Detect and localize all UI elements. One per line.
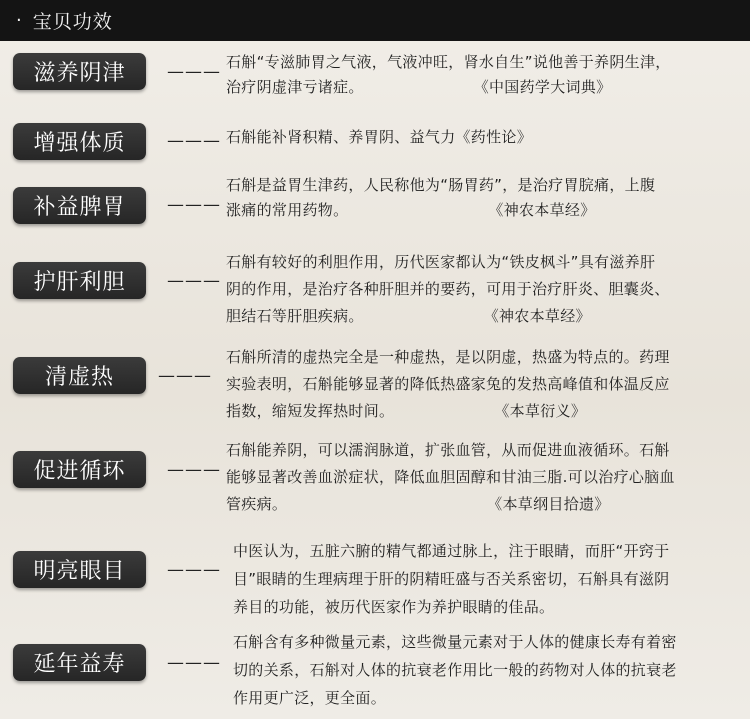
- description-line: 目”眼睛的生理病理于肝的阴精旺盛与否关系密切，石斛具有滋阴: [233, 570, 670, 588]
- description-line: 石斛能养阴，可以濡润脉道，扩张血管，从而促进血液循环。石斛: [226, 441, 670, 459]
- effect-tag: 延年益寿: [13, 644, 146, 681]
- description-line: 石斛含有多种微量元素，这些微量元素对于人体的健康长寿有着密: [233, 633, 677, 651]
- description-line: 石斛能补肾积精、养胃阴、益气力《药性论》: [226, 128, 533, 146]
- effect-tag: 清虚热: [13, 357, 146, 394]
- description-line: 养目的功能，被历代医家作为养护眼睛的佳品。: [233, 598, 555, 616]
- description-line: 作用更广泛，更全面。: [233, 689, 387, 707]
- effect-tag: 明亮眼目: [13, 551, 146, 588]
- description-line: 石斛有较好的利胆作用，历代医家都认为“铁皮枫斗”具有滋养肝: [226, 253, 656, 271]
- source-citation: 《本草纲目拾遗》: [487, 495, 610, 513]
- description-line: 石斛“专滋肺胃之气液，气液冲旺，肾水自生”说他善于养阴生津，: [226, 53, 671, 71]
- description-line: 涨痛的常用药物。 《神农本草经》: [226, 198, 655, 223]
- effect-description: [233, 628, 677, 712]
- source-citation: 《神农本草经》: [483, 307, 591, 325]
- description-line: 石斛是益胃生津药，人民称他为“肠胃药”，是治疗胃脘痛，上腹: [226, 176, 656, 194]
- connector-dash: ———: [167, 195, 221, 215]
- effect-description: [226, 249, 670, 330]
- description-line: 石斛所清的虚热完全是一种虚热，是以阴虚，热盛为特点的。药理: [226, 348, 670, 366]
- description-line: 阴的作用，是治疗各种肝胆并的要药，可用于治疗肝炎、胆囊炎、: [226, 280, 670, 298]
- description-line: 实验表明，石斛能够显著的降低热盛家兔的发热高峰值和体温反应: [226, 375, 670, 393]
- connector-dash: ———: [167, 131, 221, 151]
- effect-tag: 护肝利胆: [13, 262, 146, 299]
- description-line: 能够显著改善血淤症状，降低血胆固醇和甘油三脂.可以治疗心脑血: [226, 468, 675, 486]
- description-line: 胆结石等肝胆疾病。 《神农本草经》: [226, 303, 670, 330]
- description-line: 指数，缩短发挥热时间。 《本草衍义》: [226, 398, 670, 425]
- description-line: 切的关系，石斛对人体的抗衰老作用比一般的药物对人体的抗衰老: [233, 661, 677, 679]
- effect-tag: 促进循环: [13, 451, 146, 488]
- effect-description: [233, 537, 669, 621]
- effect-description: [226, 50, 671, 100]
- effect-tag: 滋养阴津: [13, 53, 146, 90]
- description-line: 治疗阴虚津亏诸症。 《中国药学大词典》: [226, 75, 671, 100]
- source-citation: 《中国药学大词典》: [473, 78, 612, 96]
- effect-description: [226, 344, 670, 425]
- section-header: [0, 0, 750, 41]
- header-bullet: ·: [16, 10, 23, 31]
- connector-dash: ———: [167, 271, 221, 291]
- effect-description: [226, 173, 655, 223]
- source-citation: 《本草衍义》: [494, 402, 587, 420]
- effect-tag: 补益脾胃: [13, 187, 146, 224]
- connector-dash: ———: [158, 366, 212, 386]
- connector-dash: ———: [167, 62, 221, 82]
- connector-dash: ———: [167, 560, 221, 580]
- connector-dash: ———: [167, 460, 221, 480]
- effect-description: [226, 437, 675, 518]
- description-line: 管疾病。 《本草纲目拾遗》: [226, 491, 675, 518]
- connector-dash: ———: [167, 653, 221, 673]
- source-citation: 《神农本草经》: [488, 201, 596, 219]
- header-title: 宝贝功效: [32, 11, 113, 33]
- effect-tag: 增强体质: [13, 123, 146, 160]
- effect-description: [226, 125, 532, 150]
- description-line: 中医认为，五脏六腑的精气都通过脉上，注于眼睛，而肝“开窍于: [233, 542, 670, 560]
